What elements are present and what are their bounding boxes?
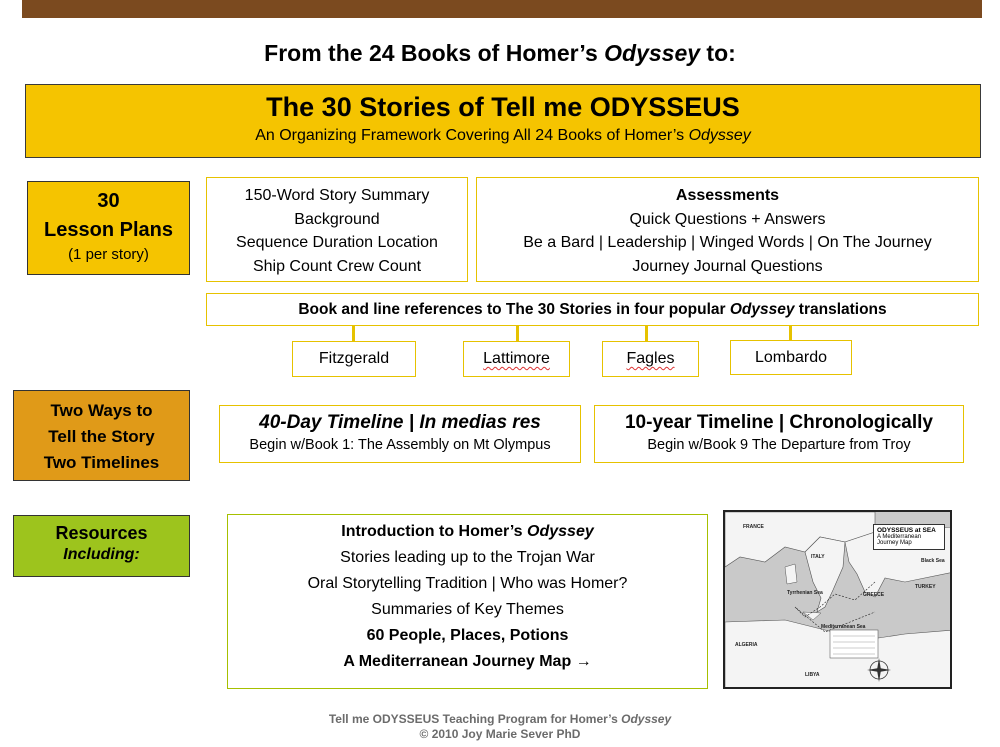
resource-list-box xyxy=(227,514,708,689)
assessments-heading: Assessments xyxy=(675,187,780,204)
connector-line xyxy=(645,326,648,342)
timeline-subtitle: Begin w/Book 1: The Assembly on Mt Olympus xyxy=(249,437,551,453)
timeline-subtitle: Begin w/Book 9 The Departure from Troy xyxy=(647,437,911,453)
connector-line xyxy=(516,326,519,342)
resource-item: Introduction to Homer’s Odyssey xyxy=(341,523,594,540)
map-label: ITALY xyxy=(811,554,825,560)
connector-line xyxy=(352,326,355,342)
main-title: The 30 Stories of Tell me ODYSSEUS xyxy=(266,92,740,122)
lesson-plans-note: (1 per story) xyxy=(68,246,149,263)
lesson-plans-box xyxy=(27,181,190,275)
timeline-10-year-box xyxy=(594,405,964,463)
summary-line: Sequence Duration Location xyxy=(236,234,438,251)
resource-item: A Mediterranean Journey Map → xyxy=(343,653,592,670)
assessments-line: Quick Questions + Answers xyxy=(629,210,826,228)
resources-sublabel: Including: xyxy=(63,546,140,563)
story-summary-box xyxy=(206,177,468,282)
top-bar xyxy=(22,0,982,18)
resource-item: Stories leading up to the Trojan War xyxy=(340,549,595,566)
timeline-title: 40-Day Timeline | In medias res xyxy=(259,412,541,433)
translation-fitzgerald: Fitzgerald xyxy=(292,341,416,377)
map-legend-title: ODYSSEUS at SEA A Mediterranean Journey Map xyxy=(873,524,945,550)
map-label: Black Sea xyxy=(921,558,945,564)
summary-line: Background xyxy=(294,210,380,228)
map-label: LIBYA xyxy=(805,672,820,678)
footer-line-1: Tell me ODYSSEUS Teaching Program for Homer’s Odyssey xyxy=(328,712,672,726)
two-ways-line: Two Ways to xyxy=(50,401,153,420)
map-label: Mediterranean Sea xyxy=(821,624,866,630)
page-headline: From the 24 Books of Homer’s Odyssey to: xyxy=(264,40,736,66)
summary-line: 150-Word Story Summary xyxy=(244,187,430,204)
map-label: Tyrrhenian Sea xyxy=(787,590,823,596)
translation-lombardo: Lombardo xyxy=(730,340,852,375)
resource-item: Oral Storytelling Tradition | Who was Homer? xyxy=(307,575,628,592)
map-label: TURKEY xyxy=(915,584,936,590)
timeline-40-day-box xyxy=(219,405,581,463)
resources-box xyxy=(13,515,190,577)
lesson-plans-number: 30 xyxy=(97,190,120,212)
footer xyxy=(0,712,1000,742)
resource-item: 60 People, Places, Potions xyxy=(366,627,569,644)
summary-line: Ship Count Crew Count xyxy=(252,257,422,275)
footer-line-2: © 2010 Joy Marie Sever PhD xyxy=(419,727,581,741)
two-ways-line: Tell the Story xyxy=(48,427,155,446)
mediterranean-map xyxy=(723,510,952,689)
assessments-line: Be a Bard | Leadership | Winged Words | On The Journey xyxy=(523,234,932,251)
title-box xyxy=(25,84,981,158)
translation-references-box: Book and line references to The 30 Stories in four popular Odyssey translations xyxy=(206,293,979,326)
two-ways-line: Two Timelines xyxy=(43,453,160,472)
lesson-plans-label: Lesson Plans xyxy=(44,219,173,241)
resource-item: Summaries of Key Themes xyxy=(371,601,564,618)
assessments-line: Journey Journal Questions xyxy=(632,257,823,275)
map-label: GREECE xyxy=(863,592,885,598)
map-label: ALGERIA xyxy=(735,642,758,648)
timeline-title: 10-year Timeline | Chronologically xyxy=(624,412,933,433)
resources-label: Resources xyxy=(55,523,148,543)
assessments-box xyxy=(476,177,979,282)
main-subtitle: An Organizing Framework Covering All 24 Books of Homer’s Odyssey xyxy=(255,127,751,144)
translation-fagles: Fagles xyxy=(602,341,699,377)
two-ways-box xyxy=(13,390,190,481)
translation-lattimore: Lattimore xyxy=(463,341,570,377)
map-label: FRANCE xyxy=(743,524,764,530)
